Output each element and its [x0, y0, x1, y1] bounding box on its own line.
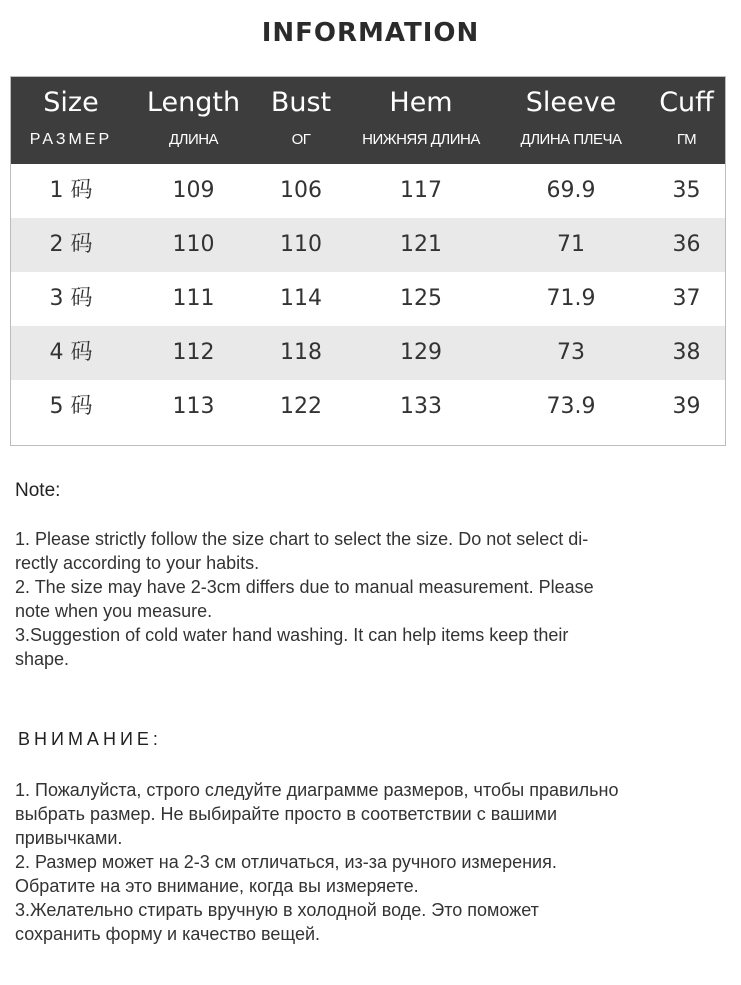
header-cuff: [646, 77, 726, 164]
cell-sleeve: 73.9: [546, 394, 596, 419]
note-ru-line: выбрать размер. Не выбирайте просто в соответствии с вашими: [15, 804, 558, 824]
note-ru-line: 1. Пожалуйста, строго следуйте диаграмме размеров, чтобы правильно: [15, 780, 619, 800]
header-bust: [256, 77, 346, 164]
header-hem-en: Hem: [389, 87, 453, 118]
table-row: [11, 326, 726, 380]
header-cuff-ru: ГМ: [676, 131, 697, 148]
note-ru-line: сохранить форму и качество вещей.: [15, 924, 321, 944]
cell-cuff: 35: [672, 178, 701, 203]
table-row: [11, 164, 726, 218]
cell-hem: 129: [400, 340, 442, 365]
header-sleeve-en: Sleeve: [525, 87, 617, 118]
header-sleeve-ru: ДЛИНА ПЛЕЧА: [520, 131, 622, 148]
cell-length: 109: [172, 178, 215, 203]
cell-bust: 118: [280, 340, 322, 365]
header-size: [11, 77, 131, 164]
header-length: [131, 77, 256, 164]
cell-hem: 117: [400, 178, 442, 203]
note-line: shape.: [15, 649, 70, 669]
header-hem: [346, 77, 496, 164]
header-bust-ru: ОГ: [291, 131, 311, 148]
page-title: INFORMATION: [261, 18, 480, 48]
header-size-en: Size: [43, 87, 99, 118]
cell-sleeve: 73: [557, 340, 585, 365]
note-line: 1. Please strictly follow the size chart to select the size. Do not select di-: [15, 529, 589, 549]
note-ru-line: 2. Размер может на 2-3 см отличаться, из-за ручного измерения.: [15, 852, 557, 872]
cell-bust: 114: [280, 286, 322, 311]
cell-length: 110: [172, 232, 215, 257]
cell-length: 111: [172, 286, 215, 311]
cell-sleeve: 71: [557, 232, 585, 257]
cell-size: 3 码: [49, 286, 93, 311]
cell-size: 1 码: [49, 178, 93, 203]
note-ru-heading: ВНИМАНИЕ:: [18, 729, 162, 749]
header-size-ru: РАЗМЕР: [29, 131, 113, 148]
cell-sleeve: 69.9: [546, 178, 596, 203]
cell-hem: 125: [400, 286, 442, 311]
table-header: [11, 77, 726, 164]
note-heading: Note:: [15, 480, 61, 501]
size-chart-table: [10, 76, 726, 446]
note-text: [15, 527, 730, 671]
note-line: 3.Suggestion of cold water hand washing. It can help items keep their: [15, 625, 569, 645]
note-line: rectly according to your habits.: [15, 553, 260, 573]
header-length-ru: ДЛИНА: [168, 131, 219, 148]
cell-hem: 121: [400, 232, 442, 257]
cell-length: 113: [172, 394, 215, 419]
note-line: note when you measure.: [15, 601, 213, 621]
cell-size: 4 码: [49, 340, 93, 365]
cell-cuff: 39: [672, 394, 701, 419]
note-ru-line: 3.Желательно стирать вручную в холодной воде. Это поможет: [15, 900, 539, 920]
cell-bust: 106: [280, 178, 322, 203]
cell-size: 2 码: [49, 232, 93, 257]
cell-cuff: 38: [672, 340, 701, 365]
cell-bust: 110: [280, 232, 322, 257]
note-ru-line: привычками.: [15, 828, 123, 848]
header-sleeve: [496, 77, 646, 164]
cell-sleeve: 71.9: [546, 286, 596, 311]
table-row: [11, 218, 726, 272]
cell-bust: 122: [280, 394, 322, 419]
note-ru-text: [15, 778, 730, 946]
header-bust-en: Bust: [270, 87, 332, 118]
table-row: [11, 380, 726, 434]
cell-size: 5 码: [49, 394, 93, 419]
cell-cuff: 36: [672, 232, 701, 257]
note-ru-line: Обратите на это внимание, когда вы измеряете.: [15, 876, 419, 896]
header-length-en: Length: [146, 87, 241, 118]
cell-cuff: 37: [672, 286, 701, 311]
header-cuff-en: Cuff: [659, 87, 714, 118]
note-line: 2. The size may have 2-3cm differs due to manual measurement. Please: [15, 577, 594, 597]
cell-length: 112: [172, 340, 215, 365]
table-row: [11, 272, 726, 326]
cell-hem: 133: [400, 394, 442, 419]
header-hem-ru: НИЖНЯЯ ДЛИНА: [362, 131, 480, 148]
